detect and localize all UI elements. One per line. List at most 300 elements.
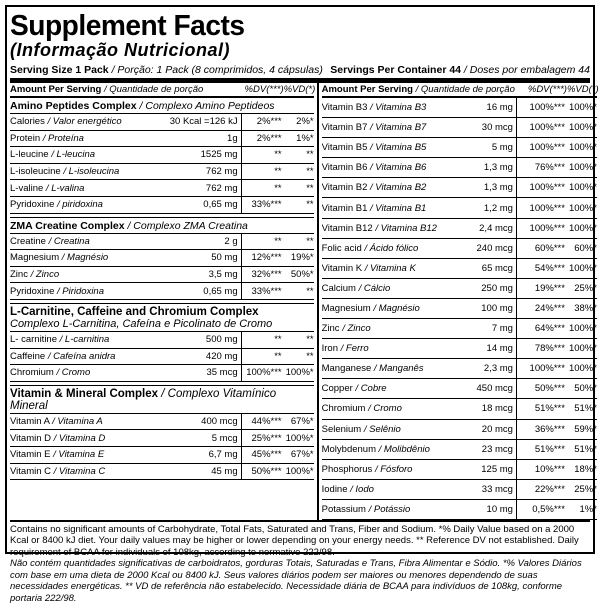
servings-per-container: [330, 64, 590, 76]
nutrient-name: [322, 162, 437, 173]
nutrient-name: [322, 283, 437, 294]
right-rows: [322, 98, 597, 520]
nutrient-row: [322, 118, 597, 138]
nutrient-row: [322, 239, 597, 259]
nutrient-name-en: Zinc: [10, 269, 28, 281]
nutrient-row: [10, 267, 314, 284]
nutrient-amount: 240 mcg: [437, 239, 517, 258]
header-amount: Amount Per Serving: [321, 84, 413, 95]
nutrient-name-pt: / Zinco: [342, 323, 371, 335]
nutrient-amount: 0,65 mg: [122, 197, 242, 213]
nutrient-amount: 30 mcg: [437, 118, 517, 137]
nutrient-amount: 14 mg: [437, 339, 517, 358]
nutrient-name-en: Iodine: [321, 483, 348, 495]
nutrient-name-en: Caffeine: [10, 350, 46, 362]
nutrient-name-pt: / Vitamina B5: [370, 142, 427, 154]
nutrient-name: [322, 464, 437, 475]
nutrient-name: [322, 323, 437, 334]
nutrient-amount: 6,7 mg: [122, 447, 242, 463]
nutrient-row: [10, 447, 314, 464]
nutrient-name-pt: / L-valina: [45, 182, 85, 194]
nutrient-dv: 33%***: [251, 199, 282, 211]
nutrient-name-pt: / L-carnitina: [59, 334, 110, 346]
nutrient-name: [10, 199, 122, 210]
nutrient-vd: 25%*: [574, 282, 597, 294]
nutrient-vd: 18%*: [574, 463, 597, 475]
panel-subtitle: (Informação Nutricional): [10, 40, 231, 60]
nutrient-name: [10, 334, 122, 345]
nutrient-amount: 10 mg: [437, 500, 517, 519]
nutrient-name-en: L- carnitine: [10, 334, 57, 346]
nutrient-name-en: Manganese: [321, 363, 372, 375]
nutrient-name-en: Vitamin B1: [321, 202, 368, 214]
nutrient-row: [322, 178, 597, 198]
nutrient-dv: 33%***: [251, 285, 282, 297]
nutrient-vd: 67%*: [290, 449, 314, 461]
nutrient-name-en: Vitamin C: [10, 465, 52, 477]
nutrient-amount: 500 mg: [122, 332, 242, 348]
nutrient-row: [10, 197, 314, 214]
nutrient-vd: 19%*: [290, 252, 314, 264]
nutrient-name-en: Vitamin B12: [321, 222, 373, 234]
header-amount-pt: / Quantidade de porção: [415, 84, 515, 95]
nutrient-row: [10, 234, 314, 251]
nutrient-name-en: Vitamin B5: [321, 142, 368, 154]
nutrient-name-en: Magnesium: [10, 252, 60, 264]
nutrient-name-en: L-leucine: [10, 149, 49, 161]
nutrient-name-pt: / Zinco: [30, 269, 60, 281]
nutrient-amount: 762 mg: [122, 164, 242, 180]
nutrient-amount: 7 mg: [437, 319, 517, 338]
nutrient-amount: 16 mg: [437, 98, 517, 117]
nutrient-row: [322, 198, 597, 218]
nutrient-row: [10, 131, 314, 148]
left-column: [10, 83, 319, 520]
nutrient-dv: 100%***: [529, 102, 565, 114]
nutrient-name: [10, 252, 122, 263]
nutrient-dv: 100%***: [529, 202, 565, 214]
nutrient-name: [10, 351, 122, 362]
nutrient-name: [10, 166, 122, 177]
nutrient-row: [322, 158, 597, 178]
nutrient-name-en: L-valine: [10, 182, 44, 194]
nutrient-name-en: Folic acid: [321, 242, 362, 254]
nutrient-amount: 1,3 mg: [437, 178, 517, 197]
nutrient-dv: 51%***: [534, 403, 565, 415]
nutrient-name: [322, 424, 437, 435]
nutrient-name-en: Vitamin K: [321, 262, 363, 274]
nutrient-row: [10, 164, 314, 181]
nutrient-name-en: Vitamin B6: [321, 162, 368, 174]
nutrient-name: [10, 433, 122, 444]
nutrient-vd: 100%*: [568, 122, 597, 134]
nutrient-name: [10, 269, 122, 280]
nutrient-name: [322, 122, 437, 133]
section-zma-title: [10, 218, 314, 234]
nutrient-amount: 33 mcg: [437, 480, 517, 499]
nutrient-row: [10, 332, 314, 349]
header-vd: %VD(*): [283, 84, 316, 95]
nutrient-vd: 100%*: [568, 202, 597, 214]
nutrient-name-pt: / Cálcio: [358, 282, 391, 294]
section-zma-pt: / Complexo ZMA Creatina: [127, 219, 248, 232]
nutrient-amount: 45 mg: [122, 464, 242, 480]
nutrient-name-pt: / Cromo: [368, 403, 402, 415]
nutrient-dv: 100%***: [246, 367, 282, 379]
nutrient-vd: 2%*: [296, 116, 314, 128]
nutrient-dv: 76%***: [534, 162, 565, 174]
section-carnitine-en: L-Carnitine, Caffeine and Chromium Complex: [10, 305, 259, 318]
nutrient-name-pt: / Potássio: [368, 503, 411, 515]
nutrient-amount: 5 mcg: [122, 430, 242, 446]
nutrient-dv: 100%***: [529, 363, 565, 375]
nutrient-amount: 23 mcg: [437, 440, 517, 459]
nutrient-vd: 100%*: [568, 182, 597, 194]
nutrient-name-en: Creatine: [10, 235, 46, 247]
nutrient-vd: 100%*: [568, 142, 597, 154]
nutrient-row: [322, 299, 597, 319]
nutrient-amount: 450 mcg: [437, 379, 517, 398]
header-dv: %DV(***): [527, 84, 567, 95]
nutrient-name: [10, 449, 122, 460]
nutrient-row: [322, 500, 597, 520]
nutrient-vd: **: [306, 334, 314, 346]
nutrient-amount: 1,2 mg: [437, 198, 517, 217]
nutrient-amount: 100 mg: [437, 299, 517, 318]
nutrient-row: [322, 359, 597, 379]
nutrient-name-en: Calcium: [321, 282, 356, 294]
nutrient-vd: 60%*: [574, 242, 597, 254]
nutrient-amount: 2 g: [122, 234, 242, 250]
nutrient-dv: **: [274, 334, 282, 346]
nutrient-vd: 100%*: [568, 363, 597, 375]
amino-rows: [10, 114, 314, 214]
nutrient-row: [322, 480, 597, 500]
nutrient-name-en: Pyridoxine: [10, 285, 55, 297]
nutrient-row: [10, 114, 314, 131]
nutrient-dv: 19%***: [534, 282, 565, 294]
section-amino-en: Amino Peptides Complex: [10, 100, 137, 112]
nutrient-name-en: Vitamin E: [10, 449, 51, 461]
nutrient-dv: 45%***: [251, 449, 282, 461]
serving-size: [10, 64, 323, 76]
nutrient-vd: 100%*: [568, 102, 597, 114]
nutrient-name-pt: / Cromo: [56, 367, 91, 379]
nutrient-name: [10, 416, 122, 427]
nutrient-amount: 20 mcg: [437, 420, 517, 439]
nutrient-name: [322, 343, 437, 354]
carnitine-rows: [10, 332, 314, 382]
nutrient-row: [10, 147, 314, 164]
nutrient-name: [322, 403, 437, 414]
nutrient-dv: 25%***: [251, 432, 282, 444]
header-amount-pt: / Quantidade de porção: [103, 84, 204, 95]
vitamin-rows: [10, 414, 314, 480]
nutrient-name-pt: / Molibdênio: [378, 443, 430, 455]
nutrient-row: [10, 349, 314, 366]
nutrient-name: [322, 223, 437, 234]
nutrient-name-pt: / Magnésio: [373, 302, 420, 314]
nutrient-name: [322, 363, 437, 374]
nutrient-name-pt: / Cafeína anidra: [47, 350, 116, 362]
nutrient-name-pt: / Proteína: [42, 132, 84, 144]
nutrient-dv: 60%***: [534, 242, 565, 254]
nutrient-vd: 100%*: [568, 323, 597, 335]
nutrient-dv: 51%***: [534, 443, 565, 455]
nutrient-name-en: Copper: [321, 383, 353, 395]
section-zma-en: ZMA Creatine Complex: [10, 219, 125, 232]
nutrient-dv: **: [274, 182, 282, 194]
nutrient-name-pt: / Iodo: [350, 483, 374, 495]
nutrient-name-en: Vitamin B3: [321, 102, 368, 114]
nutrient-row: [322, 440, 597, 460]
column-header: [10, 83, 314, 98]
nutrient-name-pt: / Vitamina K: [364, 262, 416, 274]
nutrient-row: [322, 399, 597, 419]
nutrient-vd: **: [306, 235, 314, 247]
nutrient-name-pt: / L-isoleucina: [63, 166, 120, 178]
nutrient-amount: 1g: [122, 131, 242, 147]
nutrient-vd: 100%*: [285, 367, 314, 379]
nutrient-amount: 50 mg: [122, 250, 242, 266]
nutrient-vd: 51%*: [574, 443, 597, 455]
nutrient-name-pt: / Creatina: [48, 235, 90, 247]
nutrient-dv: 36%***: [534, 423, 565, 435]
nutrient-name: [322, 182, 437, 193]
nutrient-vd: 1%*: [296, 132, 314, 144]
nutrient-name-pt: / Vitamina B12: [375, 222, 437, 234]
right-column: [319, 83, 597, 520]
nutrient-vd: 100%*: [568, 262, 597, 274]
nutrient-amount: 35 mcg: [122, 365, 242, 381]
nutrient-name: [322, 102, 437, 113]
header-amount: Amount Per Serving: [10, 84, 102, 95]
section-amino-pt: / Complexo Amino Peptideos: [139, 100, 275, 112]
nutrient-amount: 762 mg: [122, 180, 242, 196]
servings-per-container-label: Servings Per Container 44: [330, 64, 461, 76]
nutrient-row: [322, 420, 597, 440]
nutrient-row: [322, 460, 597, 480]
nutrient-name-en: Zinc: [321, 323, 340, 335]
nutrient-dv: 32%***: [251, 269, 282, 281]
nutrient-amount: 2,3 mg: [437, 359, 517, 378]
nutrient-name-pt: / Ácido fólico: [364, 242, 419, 254]
nutrient-name: [322, 142, 437, 153]
nutrient-name: [322, 484, 437, 495]
nutrient-row: [322, 138, 597, 158]
nutrient-vd: 100%*: [568, 343, 597, 355]
nutrient-name-pt: / Magnésio: [61, 252, 109, 264]
nutrient-vd: 67%*: [290, 416, 314, 428]
nutrient-dv: 24%***: [534, 302, 565, 314]
nutrient-dv: 22%***: [534, 483, 565, 495]
column-header: [322, 83, 597, 98]
nutrient-name-en: Molybdenum: [321, 443, 376, 455]
nutrient-amount: 1525 mg: [122, 147, 242, 163]
nutrient-name: [322, 243, 437, 254]
section-carnitine-title: [10, 304, 314, 332]
nutrient-name: [10, 466, 122, 477]
nutrient-name: [10, 236, 122, 247]
nutrient-amount: 250 mg: [437, 279, 517, 298]
nutrient-vd: **: [306, 182, 314, 194]
nutrient-name-en: Phosphorus: [321, 463, 373, 475]
nutrient-name-pt: / Vitamina A: [52, 416, 103, 428]
nutrient-row: [10, 430, 314, 447]
nutrient-name-pt: / Selênio: [363, 423, 401, 435]
nutrient-name-pt: / Piridoxina: [57, 285, 104, 297]
nutrient-dv: 0,5%***: [532, 503, 565, 515]
nutrient-vd: 1%*: [579, 503, 597, 515]
nutrient-dv: 2%***: [256, 132, 282, 144]
nutrient-dv: 12%***: [251, 252, 282, 264]
nutrient-row: [322, 339, 597, 359]
nutrient-vd: **: [306, 350, 314, 362]
nutrient-dv: 44%***: [251, 416, 282, 428]
footnote: [10, 520, 590, 604]
nutrient-vd: **: [306, 199, 314, 211]
nutrient-columns: [10, 83, 599, 520]
nutrient-name-pt: / Vitamina B7: [370, 122, 427, 134]
nutrient-name-pt: / Vitamina B2: [370, 182, 427, 194]
nutrient-amount: 0,65 mg: [122, 283, 242, 299]
nutrient-row: [322, 379, 597, 399]
nutrient-amount: 5 mg: [437, 138, 517, 157]
nutrient-name-pt: / Vitamina D: [53, 432, 106, 444]
nutrient-name-pt: / Vitamina B3: [370, 102, 427, 114]
serving-info: [10, 64, 590, 76]
nutrient-row: [10, 414, 314, 431]
nutrient-name-pt: / Cobre: [355, 383, 387, 395]
nutrient-dv: 2%***: [256, 116, 282, 128]
nutrient-name-en: Potassium: [321, 503, 366, 515]
nutrient-row: [322, 319, 597, 339]
nutrient-dv: 50%***: [251, 465, 282, 477]
nutrient-name-en: Chromium: [321, 403, 366, 415]
zma-rows: [10, 234, 314, 300]
nutrient-row: [322, 98, 597, 118]
supplement-facts-panel: [5, 5, 599, 604]
nutrient-name-en: Vitamin D: [10, 432, 52, 444]
nutrient-name-en: Vitamin B2: [321, 182, 368, 194]
nutrient-name: [10, 367, 122, 378]
panel-title: Supplement Facts: [10, 10, 245, 42]
header-vd: %VD(*): [566, 84, 599, 95]
nutrient-amount: 420 mg: [122, 349, 242, 365]
nutrient-amount: 30 Kcal =126 kJ: [122, 114, 242, 130]
nutrient-dv: **: [274, 149, 282, 161]
nutrient-row: [10, 283, 314, 300]
nutrient-dv: **: [274, 235, 282, 247]
nutrient-name-pt: / Manganês: [373, 363, 424, 375]
nutrient-name: [322, 303, 437, 314]
nutrient-name: [10, 286, 122, 297]
nutrient-amount: 2,4 mcg: [437, 219, 517, 238]
nutrient-name-pt: / L-leucina: [51, 149, 96, 161]
header-dv: %DV(***): [244, 84, 284, 95]
section-vitamin-en: Vitamin & Mineral Complex: [10, 387, 159, 400]
section-carnitine-pt: Complexo L-Carnitina, Cafeína e Picolinato de Cromo: [10, 317, 273, 330]
nutrient-row: [322, 219, 597, 239]
nutrient-name-pt: / Valor energético: [47, 116, 122, 128]
nutrient-name-pt: / Ferro: [340, 343, 369, 355]
nutrient-name-pt: / Vitamina C: [53, 465, 106, 477]
nutrient-name-en: Vitamin B7: [321, 122, 368, 134]
section-vitamin-title: [10, 386, 314, 414]
nutrient-dv: **: [274, 350, 282, 362]
serving-size-label: Serving Size 1 Pack: [10, 64, 109, 76]
nutrient-vd: 51%*: [574, 403, 597, 415]
nutrient-name-en: Vitamin A: [10, 416, 50, 428]
nutrient-vd: **: [306, 285, 314, 297]
nutrient-name: [10, 183, 122, 194]
nutrient-vd: **: [306, 149, 314, 161]
section-amino-title: [10, 98, 314, 114]
nutrient-row: [322, 259, 597, 279]
nutrient-vd: 25%*: [574, 483, 597, 495]
section-vitamin-pt: / Complexo Vitamínico Mineral: [10, 387, 277, 412]
nutrient-vd: 100%*: [285, 465, 314, 477]
nutrient-dv: 100%***: [529, 222, 565, 234]
nutrient-amount: 125 mg: [437, 460, 517, 479]
nutrient-row: [322, 279, 597, 299]
nutrient-vd: 100%*: [568, 222, 597, 234]
serving-size-label-pt: / Porção: 1 Pack (8 comprimidos, 4 cápsulas): [111, 64, 323, 76]
footnote-en: Contains no significant amounts of Carbohydrate, Total Fats, Saturated and Trans, Fiber and Sodium. *% Daily Value based on a 2000 Kcal or 8400 kJ diet. Your daily values may be higher or lower depending on your energy needs. ** Reference DV not established. Daily requirement of BCAA for individuals of 108kg, according to normative 222/98.: [10, 523, 579, 558]
nutrient-name-pt: / piridoxina: [57, 199, 103, 211]
nutrient-vd: 38%*: [574, 302, 597, 314]
nutrient-dv: 54%***: [534, 262, 565, 274]
nutrient-vd: 100%*: [568, 162, 597, 174]
nutrient-row: [10, 464, 314, 481]
nutrient-dv: 10%***: [534, 463, 565, 475]
nutrient-name: [322, 203, 437, 214]
nutrient-amount: 400 mcg: [122, 414, 242, 430]
nutrient-vd: 50%*: [574, 383, 597, 395]
nutrient-name-en: Magnesium: [321, 302, 371, 314]
nutrient-row: [10, 250, 314, 267]
nutrient-name: [10, 149, 122, 160]
footnote-pt: Não contém quantidades significativas de carboidratos, gorduras Totais, Saturadas e Trans, Fibra Alimentar e Sódio. *% Valores Diários com base em uma dieta de 2000 Kcal ou 8400 kJ. Seus valores diários podem ser maiores ou menores dependendo de suas necessidades energéticas. ** VD de referência não estabelecido. Necessidade diária de BCAA para indivíduos de 108kg, conforme portaria 222/98.: [10, 558, 582, 604]
nutrient-name-pt: / Vitamina B1: [370, 202, 427, 214]
nutrient-name: [322, 504, 437, 515]
nutrient-row: [10, 180, 314, 197]
nutrient-name-en: Pyridoxine: [10, 199, 55, 211]
nutrient-dv: 50%***: [534, 383, 565, 395]
nutrient-name: [10, 133, 122, 144]
nutrient-vd: **: [306, 166, 314, 178]
nutrient-name: [322, 444, 437, 455]
nutrient-amount: 65 mcg: [437, 259, 517, 278]
nutrient-name: [322, 263, 437, 274]
nutrient-name-en: Selenium: [321, 423, 362, 435]
nutrient-name: [10, 116, 122, 127]
servings-per-container-pt: / Doses por embalagem 44: [463, 64, 590, 76]
nutrient-name: [322, 383, 437, 394]
nutrient-name-en: L-isoleucine: [10, 166, 61, 178]
nutrient-amount: 3,5 mg: [122, 267, 242, 283]
nutrient-amount: 18 mcg: [437, 399, 517, 418]
nutrient-name-pt: / Vitamina B6: [370, 162, 427, 174]
nutrient-name-pt: / Vitamina E: [53, 449, 105, 461]
nutrient-row: [10, 365, 314, 382]
nutrient-dv: 64%***: [534, 323, 565, 335]
nutrient-name-en: Chromium: [10, 367, 54, 379]
nutrient-dv: 100%***: [529, 182, 565, 194]
nutrient-vd: 50%*: [290, 269, 314, 281]
nutrient-name-pt: / Fósforo: [374, 463, 413, 475]
nutrient-vd: 59%*: [574, 423, 597, 435]
